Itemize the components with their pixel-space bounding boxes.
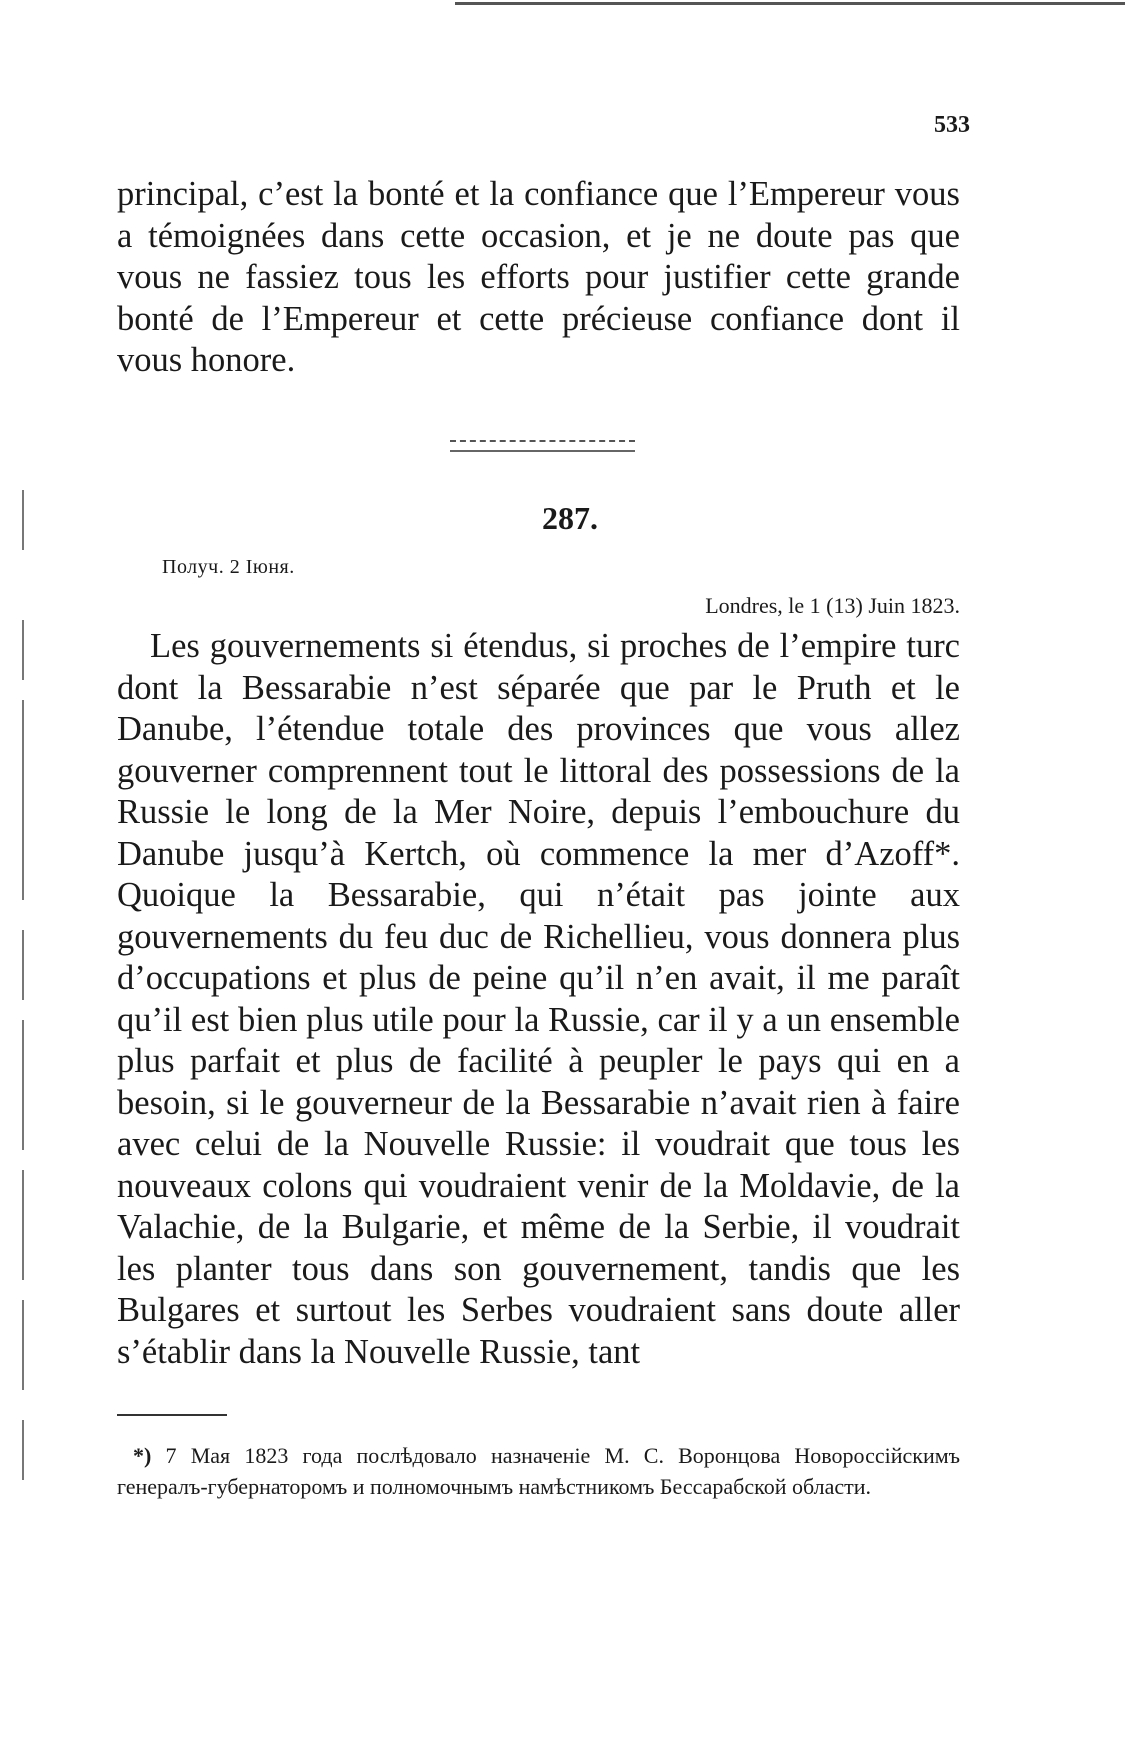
footnote-text: 7 Мая 1823 года послѣдовало назначеніе М. С. Воронцова Новороссійскимъ генералъ-губернаторомъ и полномочнымъ намѣстникомъ Бессарабской области.	[117, 1443, 961, 1499]
left-margin-mark	[22, 1420, 24, 1480]
footnote-marker: *)	[133, 1443, 152, 1468]
continuation-paragraph: principal, c’est la bonté et la confiance que l’Empereur vous a témoignées dans cette occasion, et je ne doute pas que vous ne fassiez tous les efforts pour justifier cette grande bonté de l’Empereur et cette précieuse confiance dont il vous honore.	[117, 175, 960, 379]
letter-dateline: Londres, le 1 (13) Juin 1823.	[705, 593, 960, 618]
left-margin-mark	[22, 1020, 24, 1150]
footnote-rule	[117, 1414, 227, 1416]
section-divider-ornament	[450, 440, 635, 452]
page-number: 533	[934, 112, 970, 138]
left-margin-mark	[22, 700, 24, 900]
received-note: Получ. 2 Іюня.	[162, 556, 295, 578]
footnote	[117, 1440, 960, 1502]
left-margin-mark	[22, 1300, 24, 1390]
letter-body: Les gouvernements si étendus, si proches de l’empire turc dont la Bessarabie n’est séparée que par le Pruth et le Danube, l’étendue totale des provinces que vous allez gouverner comprennent tout le littoral des possessions de la Russie le long de la Mer Noire, depuis l’embouchure du Danube jusqu’à Kertch, où commence la mer d’Azoff*. Quoique la Bessarabie, qui n’était pas jointe aux gouvernements du feu duc de Richellieu, vous donnera plus d’occupations et plus de peine qu’il n’en avait, il me paraît qu’il est bien plus utile pour la Russie, car il y a un ensemble plus parfait et plus de facilité à peupler le pays qui en a besoin, si le gouverneur de la Bessarabie n’avait rien à faire avec celui de la Nouvelle Russie: il voudrait que tous les nouveaux colons qui voudraient venir de la Moldavie, de la Valachie, de la Bulgarie, et même de la Serbie, il voudrait les planter tous dans son gouvernement, tandis que les Bulgares et surtout les Serbes voudraient sans doute aller s’établir dans la Nouvelle Russie, tant	[117, 627, 960, 1371]
letter-number: 287.	[542, 500, 598, 536]
left-margin-mark	[22, 620, 24, 680]
left-margin-mark	[22, 1170, 24, 1280]
left-margin-mark	[22, 930, 24, 1000]
top-edge-rule	[455, 2, 1125, 5]
